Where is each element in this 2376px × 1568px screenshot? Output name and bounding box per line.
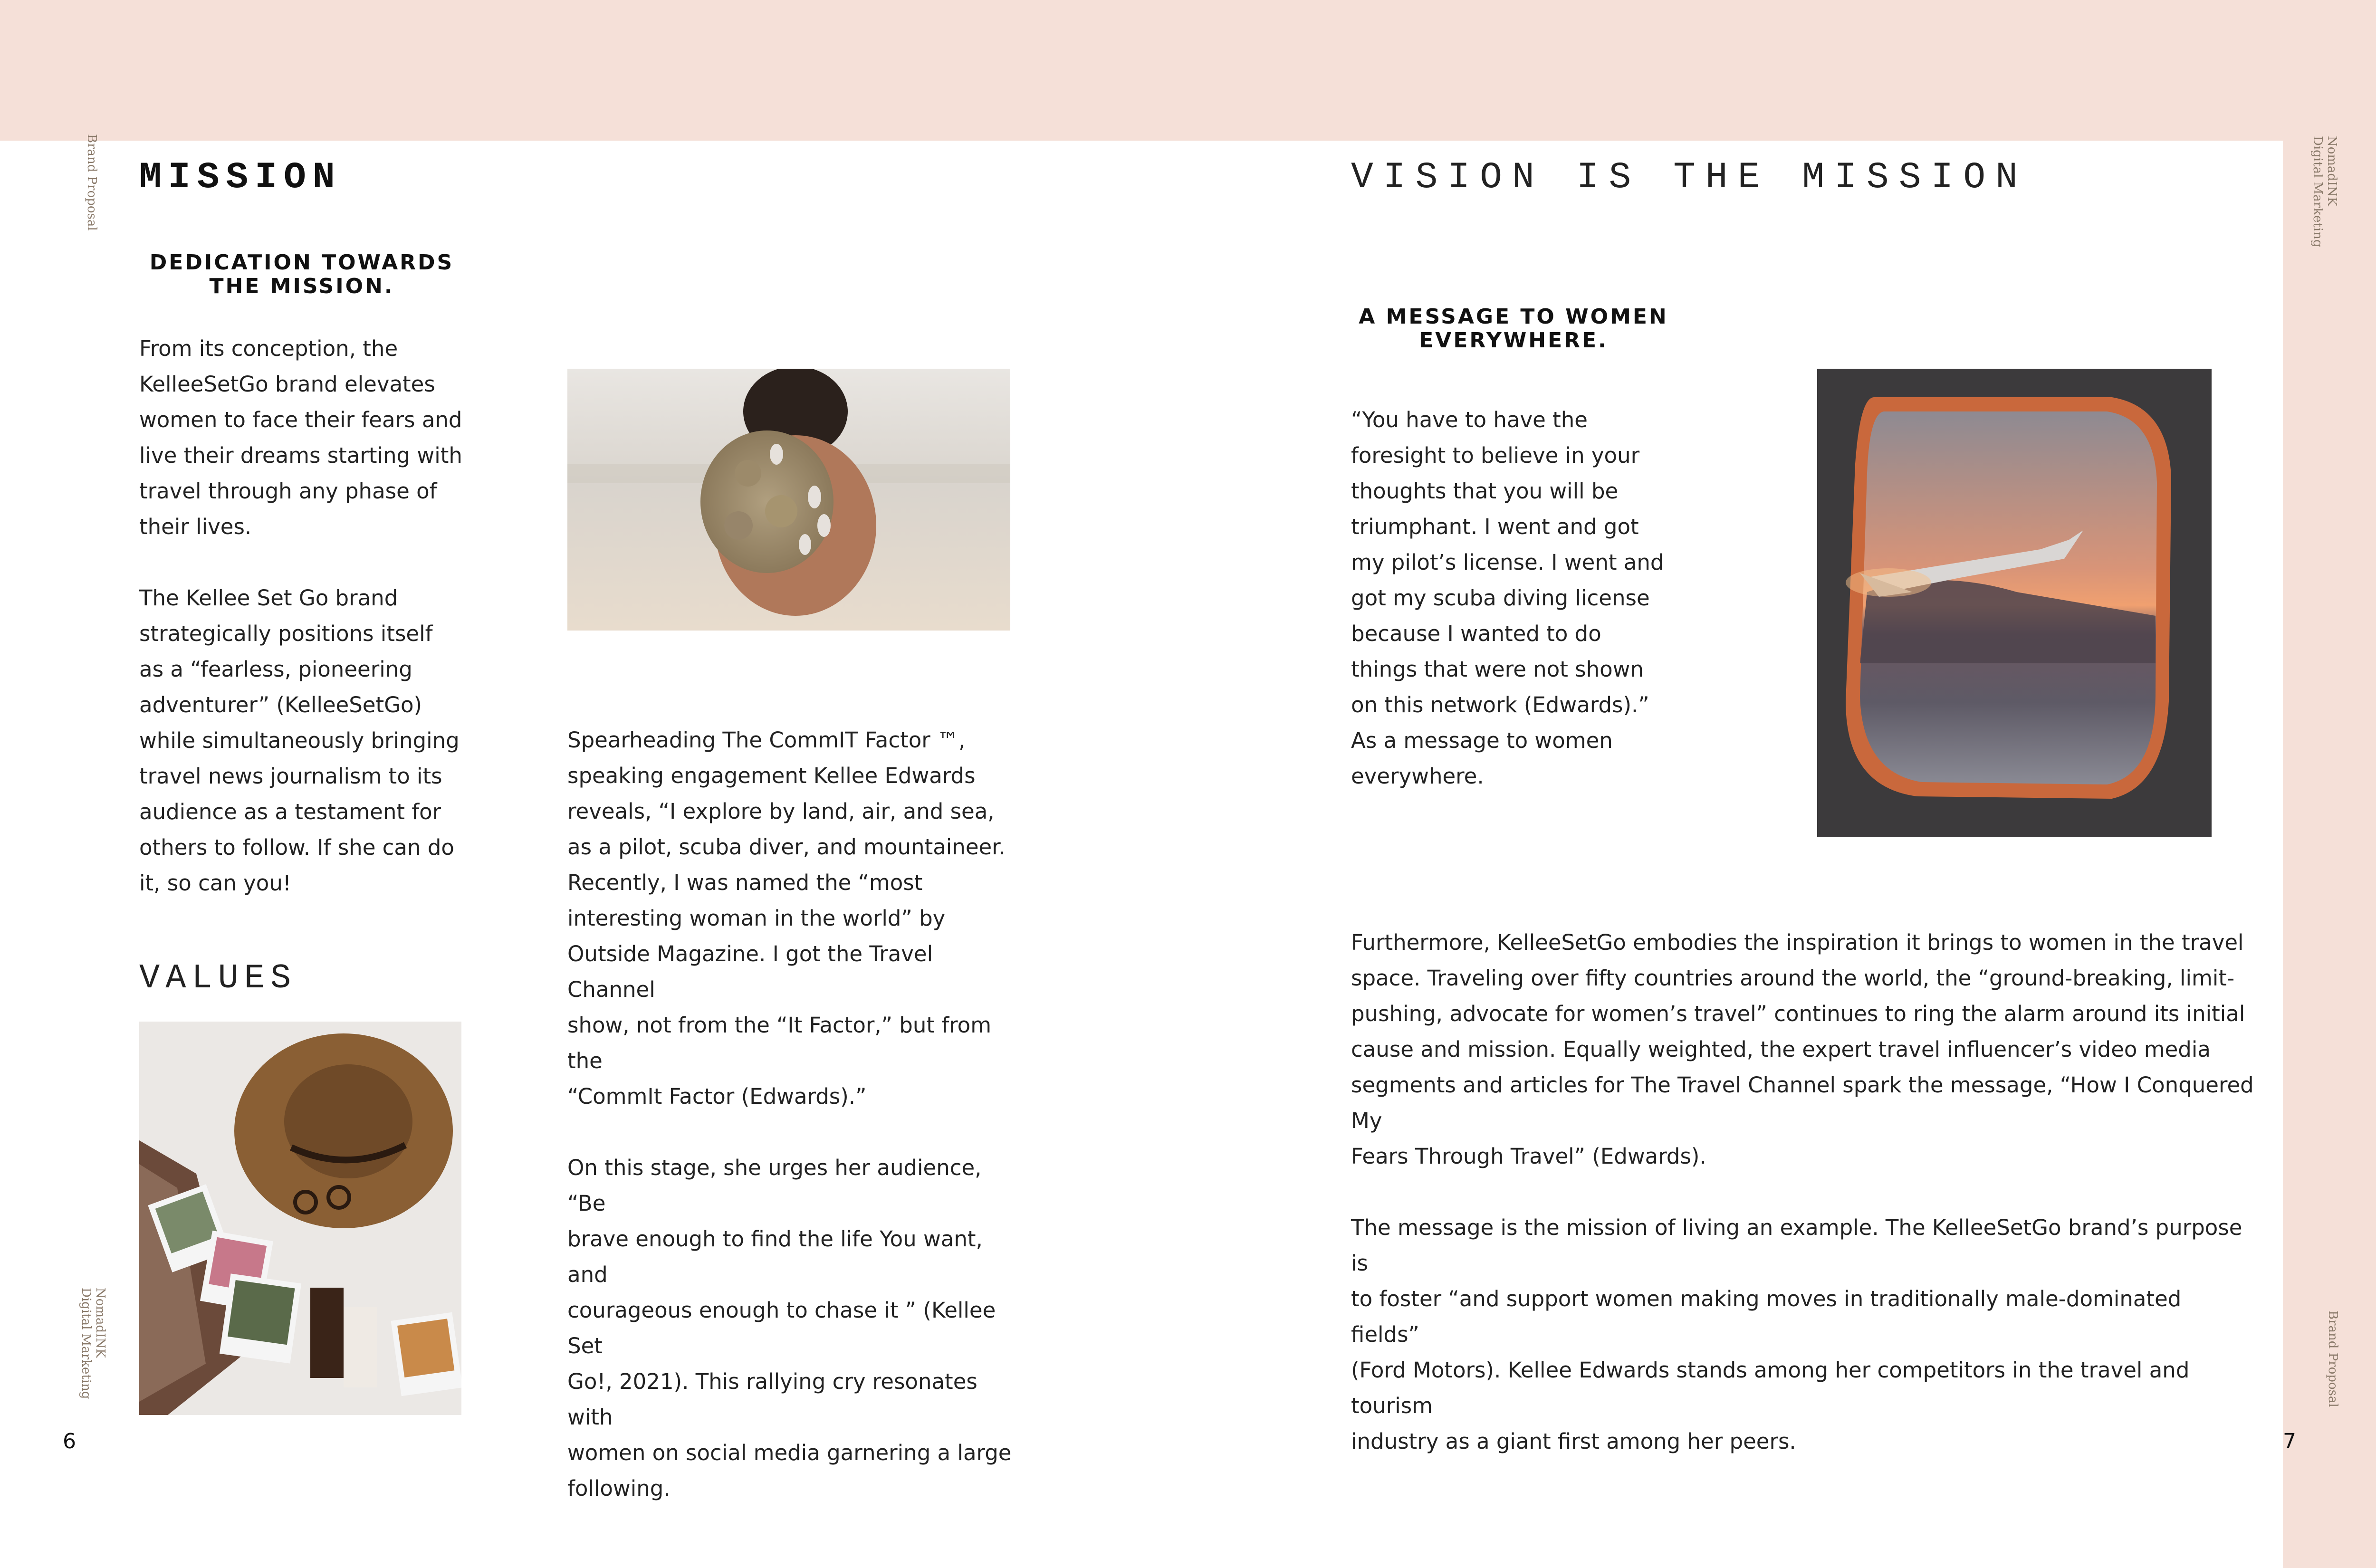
mission-subheading: DEDICATION TOWARDS THE MISSION.	[149, 250, 454, 298]
top-accent-band	[0, 0, 2376, 141]
side-caption-nomadink: NomadINK Digital Marketing	[79, 1288, 107, 1399]
side-caption-nomadink-right: NomadINK Digital Marketing	[2310, 136, 2339, 248]
page-number-left: 6	[63, 1429, 76, 1453]
side-caption-brand-proposal: Brand Proposal	[85, 134, 99, 231]
mission-intro-text: From its conception, the KelleeSetGo brand elevates women to face their fears and live their dreams starting with travel through any phase of their lives. The Kellee Set Go brand strategically positions itself as a “fearless, pioneering adventurer” (KelleeSetGo) while simultaneously bringing travel news journalism to its audience as a testament for others to follow. If she can do it, so can you!	[139, 336, 462, 896]
sand-hands-photo	[567, 369, 1010, 631]
values-heading: VALUES	[139, 959, 297, 998]
vision-subheading: A MESSAGE TO WOMEN EVERYWHERE.	[1359, 305, 1668, 353]
vision-quote-text: “You have to have the foresight to believe in your thoughts that you will be triumphant. I went and got my pilot’s license. I went and got my scuba diving license because I wanted to do things that were not shown on this network (Edwards).” As a message to women everywhere.	[1351, 407, 1664, 789]
airplane-window-photo	[1817, 369, 2212, 837]
vision-closing-text: Furthermore, KelleeSetGo embodies the inspiration it brings to women in the travel space. Traveling over fifty countries around the world, the “ground-breaking, limit- pushing, advocate for women’s travel” continues to ring the alarm around its initial cause and mission. Equally weighted, the expert travel influencer’s video media segments and articles for The Travel Channel spark the message, “How I Conquered My Fears Through Travel” (Edwards). The message is the mission of living an example. The KelleeSetGo brand’s purpose is to foster “and support women making moves in traditionally male-dominated fields” (Ford Motors). Kellee Edwards stands among her competitors in the travel and tourism industry as a giant first among her peers.	[1351, 930, 2254, 1454]
page-title-vision: VISION IS THE MISSION	[1351, 157, 2028, 199]
hat-flatlay-photo	[139, 1022, 461, 1415]
page-number-right: 7	[2283, 1429, 2296, 1453]
commit-factor-text: Spearheading The CommIT Factor ™, speaking engagement Kellee Edwards reveals, “I explore by land, air, and sea, as a pilot, scuba diver, and mountaineer. Recently, I was named the “most interesting woman in the world” by Outside Magazine. I got the Travel Channel show, not from the “It Factor,” but from the “CommIt Factor (Edwards).” On this stage, she urges her audience, “Be brave enough to find the life You want, and courageous enough to chase it ” (Kellee Set Go!, 2021). This rallying cry resonates with women on social media garnering a large following.	[567, 727, 1012, 1501]
side-caption-brand-proposal-right: Brand Proposal	[2326, 1310, 2340, 1407]
page-title-mission: MISSION	[139, 157, 342, 199]
